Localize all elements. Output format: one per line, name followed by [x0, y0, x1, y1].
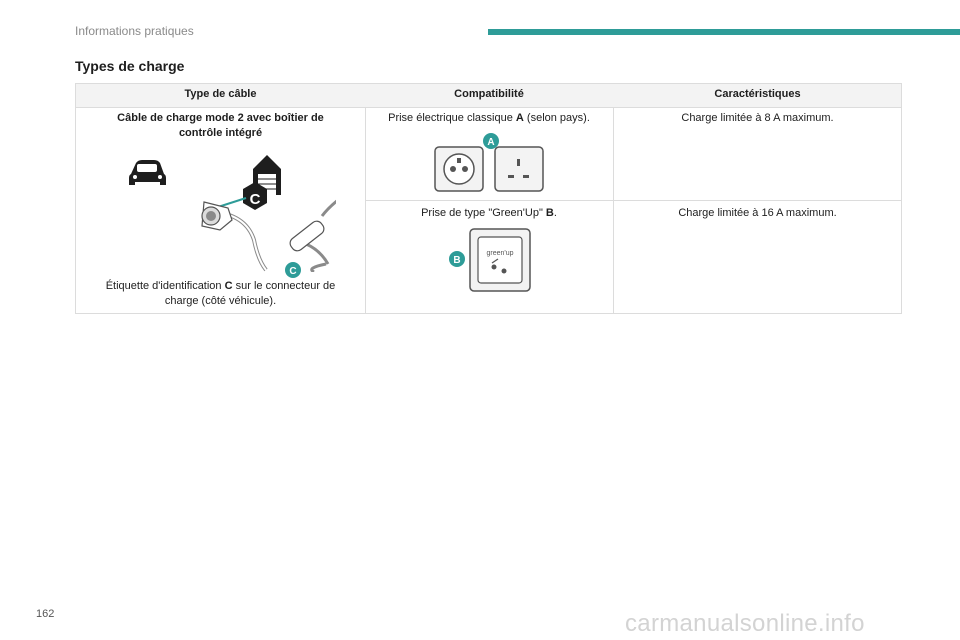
cable-caption: Étiquette d'identification C sur le connecteur de charge (côté véhicule). [105, 280, 336, 307]
col-header-compat: Compatibilité [454, 88, 524, 100]
greenup-socket-illustration [448, 227, 534, 293]
svg-text:A: A [487, 137, 495, 148]
classic-socket-illustration [433, 131, 549, 193]
car-icon [129, 160, 166, 185]
compat-row-1: Prise électrique classique A (selon pays). [388, 112, 590, 124]
header-accent-bar [488, 29, 960, 35]
svg-text:B: B [453, 255, 461, 266]
characteristic-row-1: Charge limitée à 8 A maximum. [681, 112, 834, 124]
hexagon-c-label: C [249, 191, 261, 208]
socket-icon [495, 147, 543, 191]
compat-row-2: Prise de type "Green'Up" B. [421, 207, 557, 219]
svg-text:C: C [289, 266, 297, 277]
watermark: carmanualsonline.info [625, 610, 865, 637]
cable-name: Câble de charge mode 2 avec boîtier de contrôle intégré [117, 112, 324, 139]
characteristic-row-2: Charge limitée à 16 A maximum. [678, 207, 837, 219]
socket-icon [470, 229, 530, 291]
cable-illustration [116, 150, 336, 272]
row-divider [365, 200, 902, 201]
col-header-characteristics: Caractéristiques [714, 88, 801, 100]
cable-icon [202, 200, 336, 272]
col-header-cable: Type de câble [184, 88, 257, 100]
socket-icon [435, 147, 483, 191]
section-label: Informations pratiques [75, 24, 194, 38]
page-title: Types de charge [75, 58, 185, 74]
svg-text:green'up: green'up [486, 250, 514, 257]
charge-types-table [75, 83, 902, 314]
page-number: 162 [36, 608, 55, 620]
table-header [76, 84, 901, 108]
label-c-badge [284, 261, 302, 279]
